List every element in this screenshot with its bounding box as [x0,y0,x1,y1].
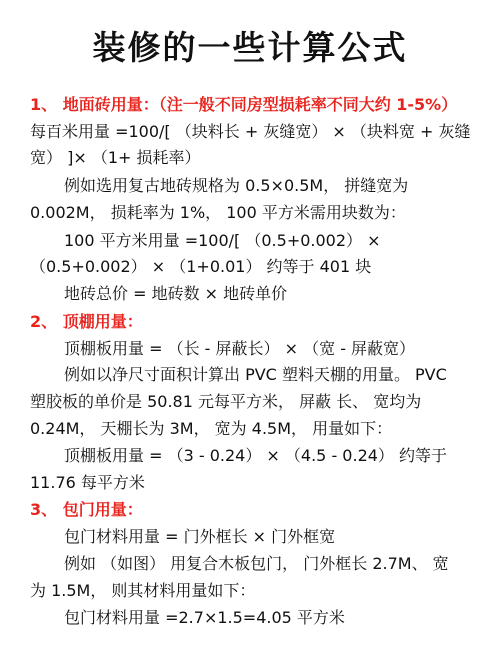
text-line: 0.002M， 损耗率为 1%， 100 平方米需用块数为： [30,203,406,222]
text-line: 100 平方米用量 =100/[ （0.5+0.002） × [64,231,381,250]
text-line: 宽） ]× （1+ 损耗率） [30,148,201,167]
text-line: 为 1.5M， 则其材料用量如下： [30,581,256,600]
text-line: 包门材料用量 = 门外框长 × 门外框宽 [64,527,336,546]
text-line: （0.5+0.002） × （1+0.01） 约等于 401 块 [30,257,372,276]
section-2-heading: 2、 顶棚用量： [30,312,143,331]
text-line: 例如选用复古地砖规格为 0.5×0.5M， 拼缝宽为 [64,176,409,195]
section-1-heading: 1、 地面砖用量：（注一般不同房型损耗率不同大约 1-5%） [30,95,458,114]
text-line: 包门材料用量 =2.7×1.5=4.05 平方米 [64,608,345,627]
page-title: 装修的一些计算公式 [92,28,408,67]
text-line: 0.24M， 天棚长为 3M， 宽为 4.5M， 用量如下： [30,419,393,438]
text-line: 例如 （如图） 用复合木板包门， 门外框长 2.7M、 宽 [64,554,449,573]
text-line: 顶棚板用量 = （3 - 0.24） × （4.5 - 0.24） 约等于 [64,446,448,465]
text-line: 例如以净尺寸面积计算出 PVC 塑料天棚的用量。 PVC [64,365,447,384]
text-line: 每百米用量 =100/[ （块料长 + 灰缝宽） × （块料宽 + 灰缝 [30,122,471,141]
text-line: 塑胶板的单价是 50.81 元每平方米， 屏蔽 长、 宽均为 [30,392,422,411]
text-line: 地砖总价 = 地砖数 × 地砖单价 [64,284,288,303]
text-line: 顶棚板用量 = （长 - 屏蔽长） × （宽 - 屏蔽宽） [64,339,416,358]
text-line: 11.76 每平方米 [30,473,145,492]
section-3-heading: 3、 包门用量： [30,500,143,519]
